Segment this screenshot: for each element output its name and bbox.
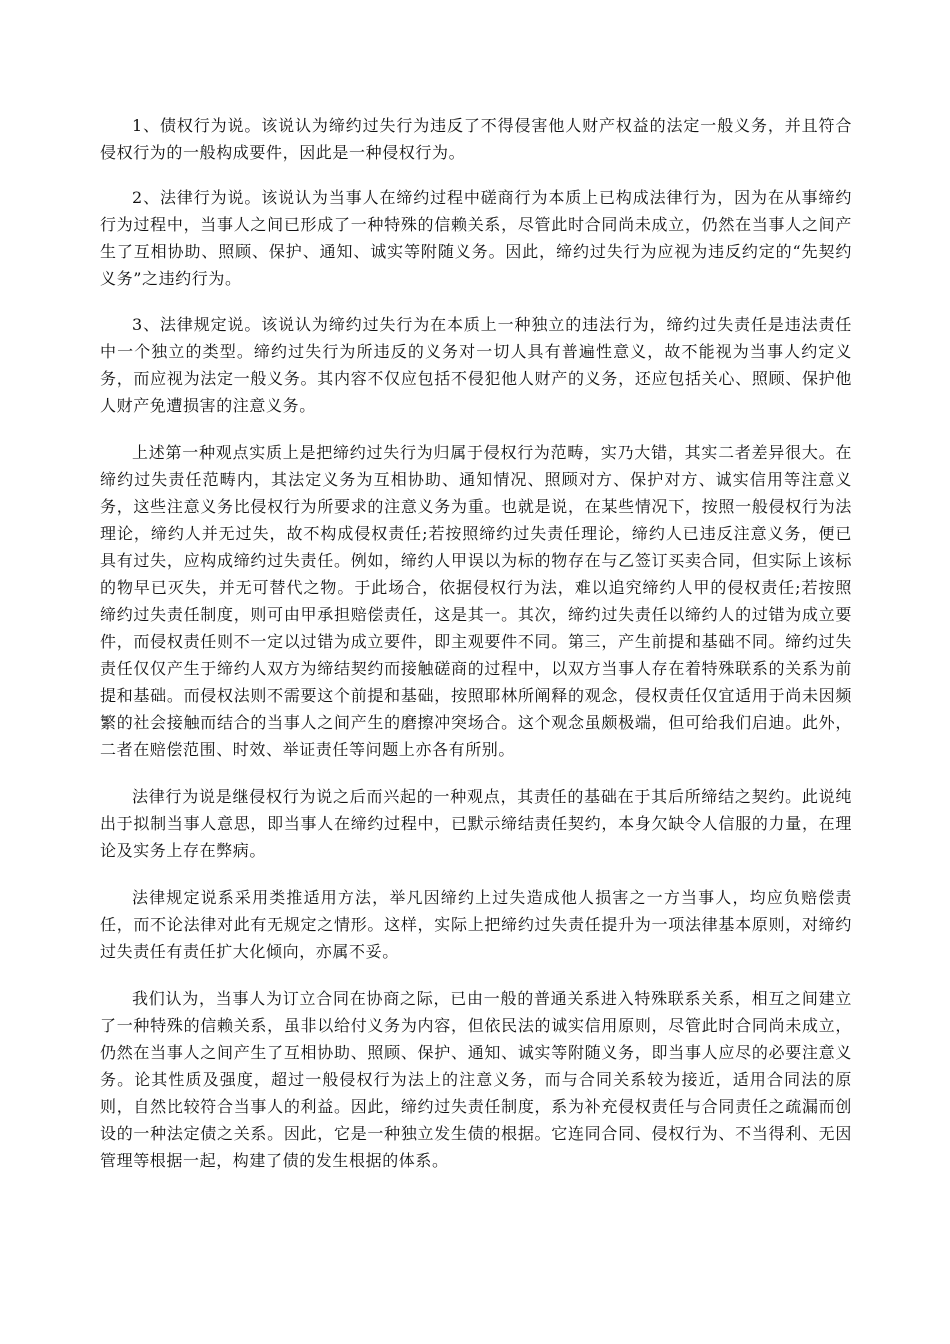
paragraph-critique-legal-provision: 法律规定说系采用类推适用方法，举凡因缔约上过失造成他人损害之一方当事人，均应负赔偿责任，而不论法律对此有无规定之情形。这样，实际上把缔约过失责任提升为一项法律基本原则，对缔约过失责任有责任扩大化倾向，亦属不妥。 xyxy=(100,888,852,961)
paragraph-debt-theory: 1、债权行为说。该说认为缔约过失行为违反了不得侵害他人财产权益的法定一般义务，并且符合侵权行为的一般构成要件，因此是一种侵权行为。 xyxy=(100,116,852,162)
document-body xyxy=(100,112,852,1194)
paragraph-legal-provision-theory: 3、法律规定说。该说认为缔约过失行为在本质上一种独立的违法行为，缔约过失责任是违法责任中一个独立的类型。缔约过失行为所违反的义务对一切人具有普遍性意义，故不能视为当事人约定义务，而应视为法定一般义务。其内容不仅应包括不侵犯他人财产的义务，还应包括关心、照顾、保护他人财产免遭损害的注意义务。 xyxy=(100,315,852,415)
paragraph-conclusion: 我们认为，当事人为订立合同在协商之际，已由一般的普通关系进入特殊联系关系，相互之间建立了一种特殊的信赖关系，虽非以给付义务为内容，但依民法的诚实信用原则，尽管此时合同尚未成立，仍然在当事人之间产生了互相协助、照顾、保护、通知、诚实等附随义务，即当事人应尽的必要注意义务。论其性质及强度，超过一般侵权行为法上的注意义务，而与合同关系较为接近，适用合同法的原则，自然比较符合当事人的利益。因此，缔约过失责任制度，系为补充侵权责任与合同责任之疏漏而创设的一种法定债之关系。因此，它是一种独立发生债的根据。它连同合同、侵权行为、不当得利、无因管理等根据一起，构建了债的发生根据的体系。 xyxy=(100,989,852,1170)
paragraph-critique-first-view: 上述第一种观点实质上是把缔约过失行为归属于侵权行为范畴，实乃大错，其实二者差异很大。在缔约过失责任范畴内，其法定义务为互相协助、通知情况、照顾对方、保护对方、诚实信用等注意义务，这些注意义务比侵权行为所要求的注意义务为重。也就是说，在某些情况下，按照一般侵权行为法理论，缔约人并无过失，故不构成侵权责任;若按照缔约过失责任理论，缔约人已违反注意义务，便已具有过失，应构成缔约过失责任。例如，缔约人甲误以为标的物存在与乙签订买卖合同，但实际上该标的物早已灭失，并无可替代之物。于此场合，依据侵权行为法，难以追究缔约人甲的侵权责任;若按照缔约过失责任制度，则可由甲承担赔偿责任，这是其一。其次，缔约过失责任以缔约人的过错为成立要件，而侵权责任则不一定以过错为成立要件，即主观要件不同。第三，产生前提和基础不同。缔约过失责任仅仅产生于缔约人双方为缔结契约而接触磋商的过程中，以双方当事人存在着特殊联系的关系为前提和基础。而侵权法则不需要这个前提和基础，按照耶林所阐释的观念，侵权责任仅宜适用于尚未因频繁的社会接触而结合的当事人之间产生的磨擦冲突场合。这个观念虽颇极端，但可给我们启迪。此外，二者在赔偿范围、时效、举证责任等问题上亦各有所别。 xyxy=(100,443,852,759)
paragraph-critique-legal-act: 法律行为说是继侵权行为说之后而兴起的一种观点，其责任的基础在于其后所缔结之契约。此说纯出于拟制当事人意思，即当事人在缔约过程中，已默示缔结责任契约，本身欠缺令人信服的力量，在理论及实务上存在弊病。 xyxy=(100,787,852,860)
paragraph-legal-act-theory: 2、法律行为说。该说认为当事人在缔约过程中磋商行为本质上已构成法律行为，因为在从事缔约行为过程中，当事人之间已形成了一种特殊的信赖关系，尽管此时合同尚未成立，仍然在当事人之间产生了互相协助、照顾、保护、通知、诚实等附随义务。因此，缔约过失行为应视为违反约定的“先契约义务”之违约行为。 xyxy=(100,188,852,288)
